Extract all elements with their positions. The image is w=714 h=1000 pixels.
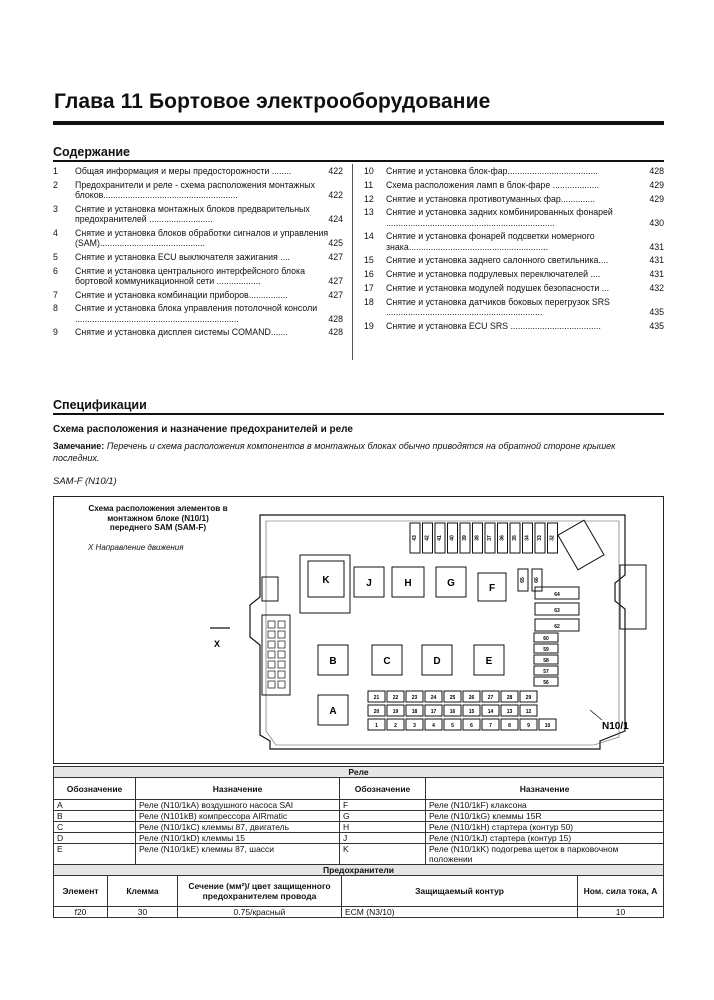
toc-item-title: [386, 231, 664, 251]
fuse-number: 3: [413, 723, 416, 729]
toc-item-text: Снятие и установка заднего салонного светильника....: [386, 255, 609, 266]
connector-pin: [268, 681, 275, 688]
toc-item: [364, 166, 664, 176]
toc-item-number: 1: [53, 166, 58, 176]
relay-cell-c2: G: [340, 811, 426, 822]
note-paragraph: [53, 440, 664, 464]
spec-heading: Спецификации: [53, 398, 147, 412]
toc-item: [364, 297, 664, 317]
toc-item-title: [75, 166, 343, 176]
relay-cell-p2: Реле (N10/1kJ) стартера (контур 15): [426, 833, 664, 844]
relay-label: G: [447, 578, 455, 589]
fuse-number: 23: [411, 695, 418, 701]
connector-pin: [268, 671, 275, 678]
fuse-number: 32: [549, 535, 556, 541]
toc-item-page: 430: [649, 217, 664, 228]
housing-outline: [250, 515, 625, 749]
fuse-number: 66: [534, 577, 540, 583]
connector-pin: [268, 641, 275, 648]
relay-label: B: [329, 656, 337, 667]
relay-row: [54, 844, 664, 865]
fuse-table-caption: Предохранители: [54, 865, 664, 876]
toc-item-page: 424: [328, 214, 343, 224]
toc-item: [364, 180, 664, 190]
toc-item-page: 427: [328, 275, 343, 286]
toc-item-number: 11: [364, 179, 374, 190]
relay-cell-c2: F: [340, 800, 426, 811]
fuse-number: 43: [412, 535, 418, 541]
toc-item-number: 8: [53, 303, 58, 314]
relay-cell-c1: B: [54, 811, 136, 822]
toc-item-text: Снятие и установка дисплея системы COMAND.......: [75, 327, 288, 338]
latch-top-right: [558, 520, 604, 570]
toc-item-page: 431: [649, 255, 664, 266]
fuse-number: 15: [468, 709, 475, 715]
toc-item-number: 7: [53, 289, 58, 300]
relay-cell-p2: Реле (N10/1kK) подогрева щеток в парковочном положении: [426, 844, 664, 865]
connector-pin: [268, 651, 275, 658]
toc-item-page: 425: [328, 238, 343, 248]
relay-label: A: [329, 706, 337, 717]
toc-item-number: 5: [53, 251, 58, 262]
toc-item-text: Снятие и установка ECU выключателя зажигания ....: [75, 251, 290, 262]
relay-table-caption: Реле: [54, 767, 664, 778]
relay-table: [53, 766, 664, 865]
relay-header-purpose-1: Назначение: [136, 778, 340, 800]
relay-header-code-1: Обозначение: [54, 778, 136, 800]
toc-item-title: [386, 297, 664, 317]
fuse-header-terminal: Клемма: [108, 876, 178, 907]
block-label: SAM-F (N10/1): [53, 476, 117, 487]
toc-item: [53, 290, 343, 300]
toc-item-number: 6: [53, 265, 58, 276]
fuse-number: 65: [520, 577, 526, 583]
relay-cell-c1: E: [54, 844, 136, 865]
toc-item-page: 432: [649, 282, 664, 293]
toc-item-text: Снятие и установка датчиков боковых перегрузок SRS ................................................................: [386, 296, 610, 317]
toc-item-title: [386, 194, 664, 204]
fuse-number: 64: [554, 592, 560, 598]
spec-rule: [53, 413, 664, 415]
fuse-box-diagram: [214, 505, 650, 757]
fuse-number: 7: [489, 723, 492, 729]
toc-item-text: Предохранители и реле - схема расположения монтажных блоков.......................................................: [75, 179, 315, 200]
relay-row: [54, 822, 664, 833]
toc-item: [53, 327, 343, 337]
toc-item: [53, 204, 343, 224]
fuse-cell-circuit: ECM (N3/10): [342, 907, 578, 918]
toc-item: [53, 228, 343, 248]
relay-row: [54, 800, 664, 811]
toc-item-page: 429: [649, 179, 664, 190]
relay-cell-c1: D: [54, 833, 136, 844]
toc-item-page: 431: [649, 269, 664, 280]
toc-item-title: [75, 180, 343, 200]
toc-item-page: 427: [328, 289, 343, 300]
toc-item-number: 15: [364, 255, 374, 266]
toc-item: [364, 255, 664, 265]
toc-item-page: 422: [328, 166, 343, 176]
toc-item-page: 422: [328, 190, 343, 200]
fuse-number: 42: [424, 535, 431, 541]
fuse-number: 21: [373, 695, 380, 701]
toc-item: [53, 180, 343, 200]
fuse-number: 29: [525, 695, 532, 701]
toc-item-text: Снятие и установка противотуманных фар..............: [386, 193, 595, 204]
relay-cell-p2: Реле (N10/1kH) стартера (контур 50): [426, 822, 664, 833]
toc-item-title: [386, 283, 664, 293]
contents-heading: Содержание: [53, 145, 131, 159]
toc-item-page: 428: [328, 313, 343, 324]
fuse-number: 41: [437, 535, 443, 541]
relay-cell-c1: A: [54, 800, 136, 811]
fuse-number: 20: [373, 709, 380, 715]
relay-cell-p1: Реле (N10/1kD) клеммы 15: [136, 833, 340, 844]
toc-item-number: 3: [53, 203, 58, 214]
relay-label: D: [433, 656, 441, 667]
fuse-number: 34: [524, 535, 531, 541]
fuse-cell-element: f20: [54, 907, 108, 918]
fuse-number: 12: [525, 709, 532, 715]
toc-item-title: [386, 166, 664, 176]
fuse-row: [54, 907, 664, 918]
toc-item-number: 2: [53, 179, 58, 190]
connector-pin: [268, 621, 275, 628]
fuse-number: 59: [543, 647, 549, 653]
fuse-number: 2: [394, 723, 397, 729]
toc-item-page: 435: [649, 306, 664, 317]
toc-item: [53, 252, 343, 262]
fuse-number: 4: [432, 723, 435, 729]
toc-item-page: 428: [328, 327, 343, 338]
fuse-number: 19: [392, 709, 399, 715]
toc-item-title: [386, 255, 664, 265]
relay-label: K: [322, 575, 330, 586]
fuse-number: 35: [512, 535, 518, 541]
toc-item-title: [75, 204, 343, 224]
fuse-number: 9: [527, 723, 530, 729]
connector-pins: [268, 621, 285, 688]
toc-item-title: [75, 290, 343, 300]
relay-label: J: [366, 578, 372, 589]
latch-right: [620, 565, 646, 629]
latch-top-left: [262, 577, 278, 601]
toc-item: [364, 207, 664, 227]
relay-cell-c1: C: [54, 822, 136, 833]
diagram-caption: Схема расположения элементов в монтажном блоке (N10/1) переднего SAM (SAM-F): [88, 504, 228, 532]
connector-pin: [278, 671, 285, 678]
toc-item-title: [386, 269, 664, 279]
toc-item-number: 4: [53, 227, 58, 238]
toc-item-text: Снятие и установка монтажных блоков предварительных предохранителей ..........................: [75, 203, 310, 224]
toc-item: [364, 321, 664, 331]
toc-item: [53, 166, 343, 176]
relay-cell-c2: K: [340, 844, 426, 865]
relay-label: C: [383, 656, 391, 667]
toc-item-text: Снятие и установка подрулевых переключателей ....: [386, 269, 601, 280]
toc-item-page: 435: [649, 320, 664, 331]
toc-divider: [352, 164, 353, 360]
toc-item-title: [75, 252, 343, 262]
connector-pin: [278, 651, 285, 658]
fuse-table: [53, 864, 664, 918]
toc-item-page: 427: [328, 251, 343, 262]
toc-item-number: 12: [364, 193, 374, 204]
relay-cell-p2: Реле (N10/1kG) клеммы 15R: [426, 811, 664, 822]
fuse-number: 8: [508, 723, 511, 729]
toc-item: [364, 231, 664, 251]
relay-cell-p1: Реле (N101kB) компрессора AIRmatic: [136, 811, 340, 822]
toc-item-number: 13: [364, 207, 374, 218]
toc-item-text: Схема расположения ламп в блок-фаре ...................: [386, 179, 600, 190]
fuse-number: 36: [499, 535, 506, 541]
fuse-number: 27: [487, 695, 494, 701]
toc-item-text: Общая информация и меры предосторожности ........: [75, 166, 292, 176]
toc-item-text: Снятие и установка ECU SRS .....................................: [386, 320, 601, 331]
fuse-cell-section: 0.75/красный: [178, 907, 342, 918]
diagram-legend: X Направление движения: [88, 543, 184, 552]
fuse-number: 16: [449, 709, 456, 715]
fuse-number: 13: [506, 709, 513, 715]
toc-item: [53, 266, 343, 286]
toc-item-page: 429: [649, 193, 664, 204]
note-text: Перечень и схема расположения компонентов в монтажных блоках обычно приводятся на обратной стороне крышек последних.: [53, 441, 616, 463]
toc-item-number: 16: [364, 269, 374, 280]
toc-item-page: 431: [649, 241, 664, 252]
fuse-number: 10: [544, 723, 551, 729]
toc-right-column: [364, 166, 664, 335]
fuse-number: 40: [449, 535, 456, 541]
fuse-header-section: Сечение (мм²)/ цвет защищенного предохранителем провода: [178, 876, 342, 907]
diagram-elements: [300, 523, 579, 730]
toc-item-title: [75, 266, 343, 286]
toc-left-column: [53, 166, 343, 341]
fuse-number: 22: [392, 695, 399, 701]
relay-label: H: [404, 578, 412, 589]
fuse-number: 33: [537, 535, 543, 541]
fuse-number: 26: [468, 695, 475, 701]
toc-item: [53, 303, 343, 323]
fuse-header-element: Элемент: [54, 876, 108, 907]
toc-item-number: 18: [364, 296, 374, 307]
toc-item: [364, 269, 664, 279]
toc-item-title: [75, 228, 343, 248]
toc-item-number: 17: [364, 282, 374, 293]
fuse-number: 17: [430, 709, 437, 715]
fuse-number: 1: [375, 723, 378, 729]
fuse-number: 56: [543, 680, 549, 686]
block-id-leader: [590, 710, 602, 720]
fuse-number: 38: [474, 535, 481, 541]
relay-cell-c2: H: [340, 822, 426, 833]
fuse-cell-rating: 10: [578, 907, 664, 918]
fuse-number: 62: [554, 624, 560, 630]
toc-item-text: Снятие и установка задних комбинированных фонарей .....................................................................: [386, 207, 613, 228]
relay-label: E: [485, 656, 493, 667]
fuse-number: 25: [449, 695, 456, 701]
toc-item-title: [75, 327, 343, 337]
relay-header-code-2: Обозначение: [340, 778, 426, 800]
contents-rule: [53, 160, 664, 162]
toc-item-text: Снятие и установка блок-фар.....................................: [386, 166, 598, 176]
toc-item-text: Снятие и установка блока управления потолочной консоли ...................................................................: [75, 303, 318, 324]
toc-item-number: 19: [364, 320, 374, 331]
fuse-number: 58: [543, 658, 549, 664]
note-label: Замечание:: [53, 441, 105, 451]
block-id-label: N10/1: [602, 721, 629, 732]
fuse-number: 24: [430, 695, 437, 701]
fuse-cell-terminal: 30: [108, 907, 178, 918]
toc-item-title: [386, 207, 664, 227]
toc-item-title: [75, 303, 343, 323]
fuse-number: 5: [451, 723, 454, 729]
toc-item-page: 428: [649, 166, 664, 176]
connector-pin: [268, 661, 275, 668]
direction-arrow-label: X: [214, 639, 221, 649]
toc-item-number: 9: [53, 327, 58, 338]
connector-pin: [278, 631, 285, 638]
relay-row: [54, 833, 664, 844]
fuse-number: 14: [487, 709, 494, 715]
connector-pin: [268, 631, 275, 638]
title-rule: [53, 121, 664, 125]
relay-cell-p1: Реле (N10/1kC) клеммы 87, двигатель: [136, 822, 340, 833]
toc-item-text: Снятие и установка комбинации приборов................: [75, 289, 288, 300]
fuse-number: 60: [543, 636, 549, 642]
toc-item: [364, 283, 664, 293]
relay-cell-p1: Реле (N10/1kE) клеммы 87, шасси: [136, 844, 340, 865]
fuse-header-circuit: Защищаемый контур: [342, 876, 578, 907]
connector-pin: [278, 641, 285, 648]
relay-cell-p2: Реле (N10/1kF) клаксона: [426, 800, 664, 811]
fuse-number: 6: [470, 723, 473, 729]
fuse-number: 57: [543, 669, 549, 675]
toc-item-title: [386, 180, 664, 190]
relay-label: F: [488, 583, 496, 594]
fuse-number: 18: [411, 709, 418, 715]
fuse-number: 37: [487, 535, 493, 541]
connector-pin: [278, 621, 285, 628]
relay-cell-p1: Реле (N10/1kA) воздушного насоса SAI: [136, 800, 340, 811]
toc-item-number: 10: [364, 166, 374, 176]
toc-item-text: Снятие и установка блоков обработки сигналов и управления (SAM)...........................................: [75, 227, 329, 248]
relay-header-purpose-2: Назначение: [426, 778, 664, 800]
fuse-number: 28: [506, 695, 513, 701]
toc-item-text: Снятие и установка центрального интерфейсного блока бортовой коммуникационной сети ..................: [75, 265, 305, 286]
toc-item-title: [386, 321, 664, 331]
toc-item-text: Снятие и установка фонарей подсветки номерного знака.........................................................: [386, 231, 595, 252]
relay-cell-c2: J: [340, 833, 426, 844]
relay-row: [54, 811, 664, 822]
connector-pin: [278, 681, 285, 688]
fuse-header-rating: Ном. сила тока, А: [578, 876, 664, 907]
fuse-number: 63: [554, 608, 560, 614]
connector-pin: [278, 661, 285, 668]
toc-item: [364, 194, 664, 204]
fuse-number: 39: [462, 535, 468, 541]
fuse-section-heading: Схема расположения и назначение предохранителей и реле: [53, 424, 353, 435]
chapter-title: Глава 11 Бортовое электрооборудование: [54, 90, 491, 113]
toc-item-number: 14: [364, 231, 374, 242]
toc-item-text: Снятие и установка модулей подушек безопасности ...: [386, 282, 610, 293]
